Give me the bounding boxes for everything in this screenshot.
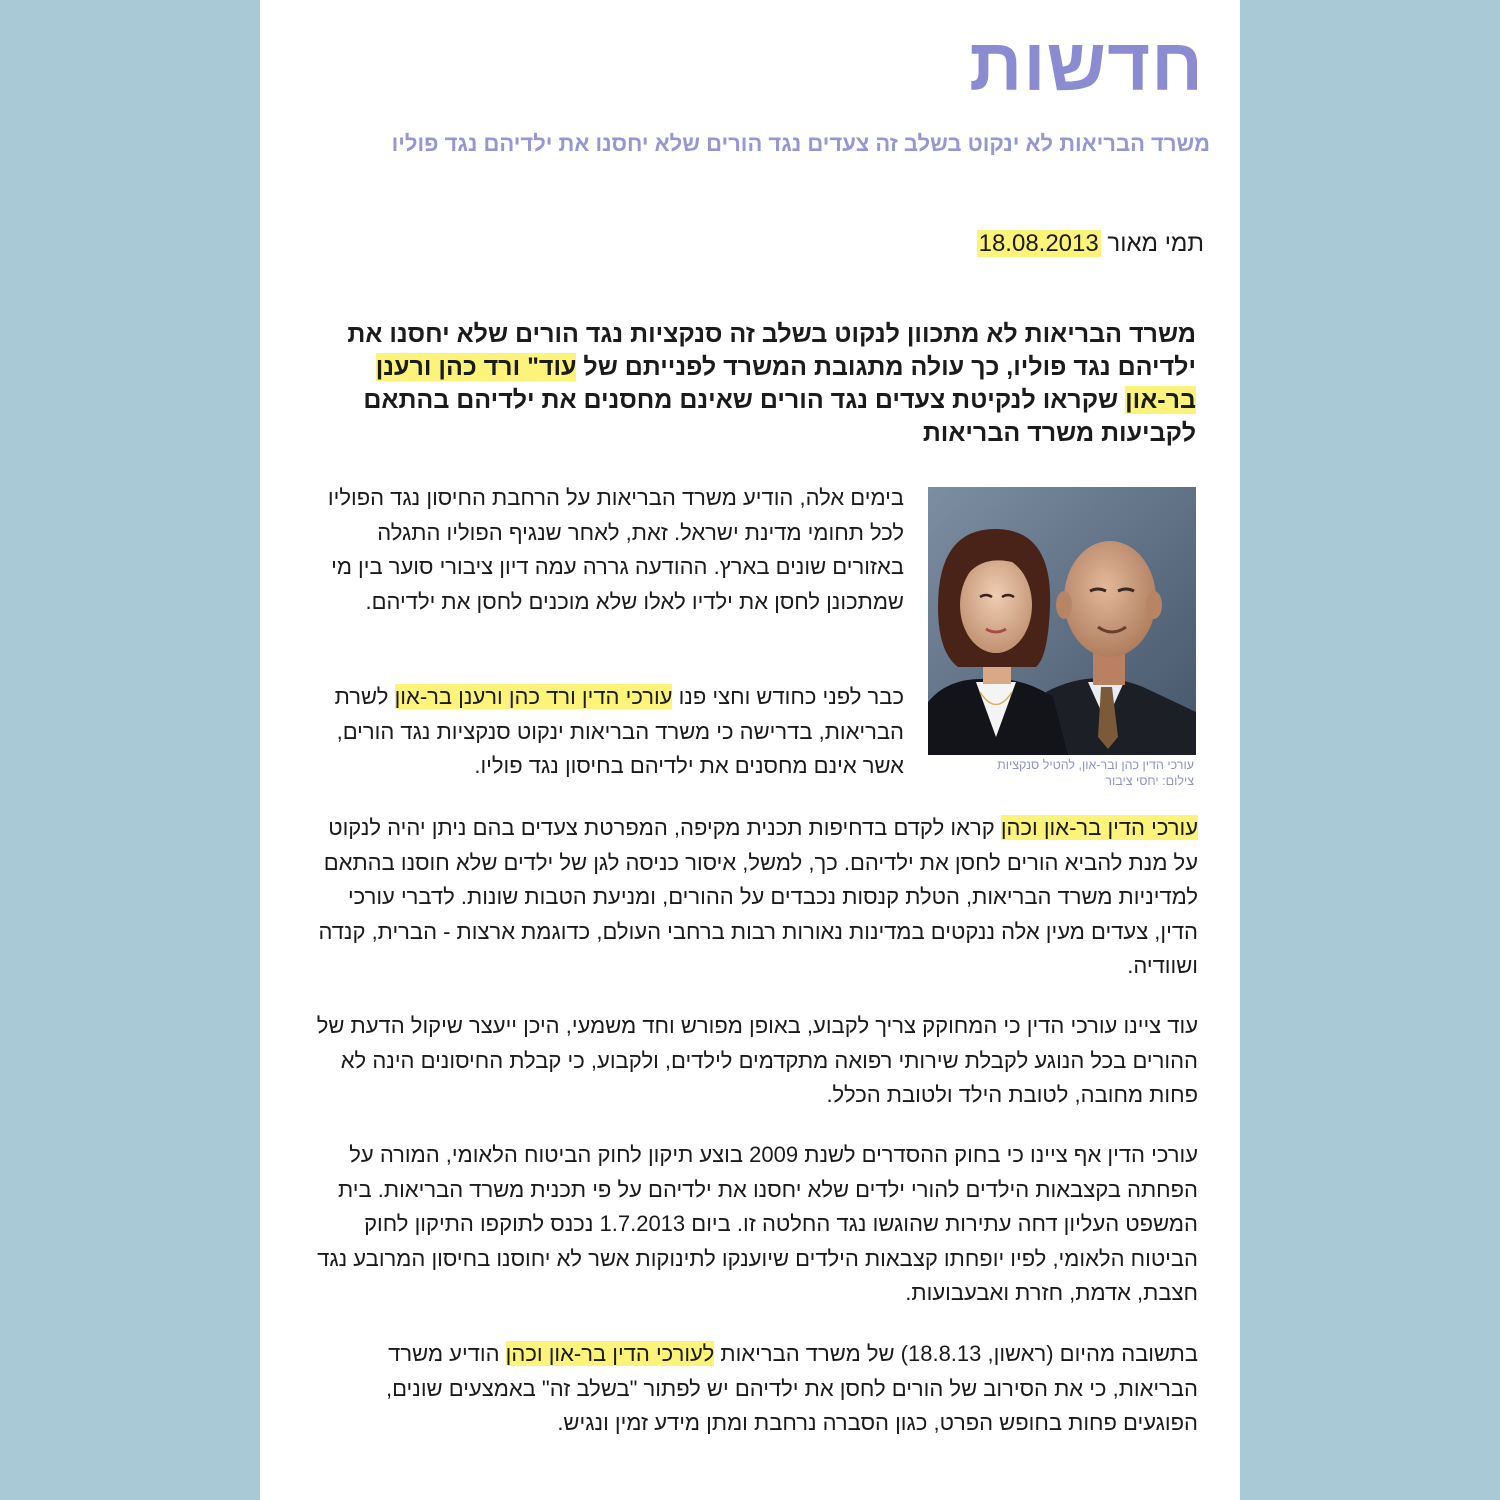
paragraph-3-text: קראו לקדם בדחיפות תכנית מקיפה, המפרטת צעדים בהם ניתן יהיה לנקוט על מנת להביא הורים לחסן את ילדיהם. כך, למשל, איסור כניסה לגן של ילדים שלא חוסנו בהתאם למדיניות משרד הבריאות, הטלת קנסות נכבדים על ההורים, ומניעת הטבות שונות. לדברי עורכי הדין, צעדים מעין אלה ננקטים במדינות נאורות רבות ברחבי העולם, כדוגמת ארצות - הברית, קנדה ושוודיה. [318,815,1198,978]
article-paragraph-6 [308,1337,1198,1441]
photo-credit: צילום: יחסי ציבור [1105,774,1194,788]
newspaper-page [260,0,1240,1500]
paragraph-2-end: לשרת הבריאות, בדרישה כי משרד הבריאות ינקוט סנקציות נגד הורים, אשר אינם מחסנים את ילדיהם בחיסון נגד פוליו. [334,684,904,778]
paragraph-6-end: הודיע משרד הבריאות, כי את הסירוב של הורים לחסן את ילדיהם יש לפתור "בשלב זה" באמצעים שונים, הפוגעים פחות בחופש הפרט, כגון הסברה נרחבת ומתן מידע זמין ונגיש. [385,1341,1198,1435]
author-name: תמי מאור [1107,230,1204,257]
lead-paragraph [316,318,1196,450]
paragraph-2-start: כבר לפני כחודש וחצי פנו [672,684,904,709]
paragraph-3-highlight: עורכי הדין בר-און וכהן [1000,815,1198,840]
article-subheadline: משרד הבריאות לא ינקוט בשלב זה צעדים נגד הורים שלא יחסנו את ילדיהם נגד פוליו [391,131,1210,156]
article-paragraph-1: בימים אלה, הודיע משרד הבריאות על הרחבת החיסון נגד הפוליו לכל תחומי מדינת ישראל. זאת, לאחר שנגיף הפוליו התגלה באזורים שונים בארץ. ההודעה גררה עמה דיון ציבורי סוער בין מי שמתכונן לחסן את ילדיו לאלו שלא מוכנים לחסן את ילדיהם. [327,485,904,614]
lawyers-portrait-illustration [928,487,1196,755]
photo-caption-line: עורכי הדין כהן ובר-און, להטיל סנקציות [997,758,1194,772]
article-paragraph-2 [314,680,904,784]
byline [977,228,1204,260]
article-paragraph-3 [308,811,1198,984]
photo-caption [928,757,1196,789]
paragraph-6-start: בתשובה מהיום (ראשון, 18.8.13) של משרד הבריאות [714,1341,1198,1366]
lawyers-photo [928,487,1196,755]
lead-text-start: משרד הבריאות לא מתכוון לנקוט בשלב זה סנקציות נגד הורים שלא יחסנו את ילדיהם נגד פוליו, כך עולה מתגובת המשרד לפנייתם של [347,320,1196,381]
lead-highlight: עוד" ורד כהן ורענן בר-און [375,353,1196,414]
article-paragraph-5: עורכי הדין אף ציינו כי בחוק ההסדרים לשנת 2009 בוצע תיקון לחוק הביטוח הלאומי, המורה על הפחתה בקצבאות הילדים להורי ילדים שלא יחסנו את ילדיהם על פי תכנית משרד הבריאות. בית המשפט העליון דחה עתירות שהוגשו נגד החלטה זו. ביום 1.7.2013 נכנס לתוקפו התיקון לחוק הביטוח הלאומי, לפיו יופחתו קצבאות הילדים שיוענקו לתינוקות אשר לא יחוסנו בחיסון המרובע נגד חצבת, אדמת, חזרת ואבעבועות. [317,1142,1198,1305]
paragraph-6-highlight: לעורכי הדין בר-און וכהן [505,1341,715,1366]
article-paragraph-4: עוד ציינו עורכי הדין כי המחוקק צריך לקבוע, באופן מפורש וחד משמעי, היכן ייעצר שיקול הדעת של ההורים בכל הנוגע לקבלת שירותי רפואה מתקדמים לילדים, ולקבוע, כי קבלת החיסונים הינה לא פחות מחובה, לטובת הילד ולטובת הכלל. [316,1013,1198,1107]
photo-figure [928,487,1196,789]
masthead-title: חדשות [969,23,1204,106]
article-date: 18.08.2013 [978,230,1099,257]
lead-text-end: שקראו לנקיטת צעדים נגד הורים שאינם מחסנים את ילדיהם בהתאם לקביעות משרד הבריאות [363,386,1196,447]
paragraph-2-highlight: עורכי הדין ורד כהן ורענן בר-און [394,684,673,709]
